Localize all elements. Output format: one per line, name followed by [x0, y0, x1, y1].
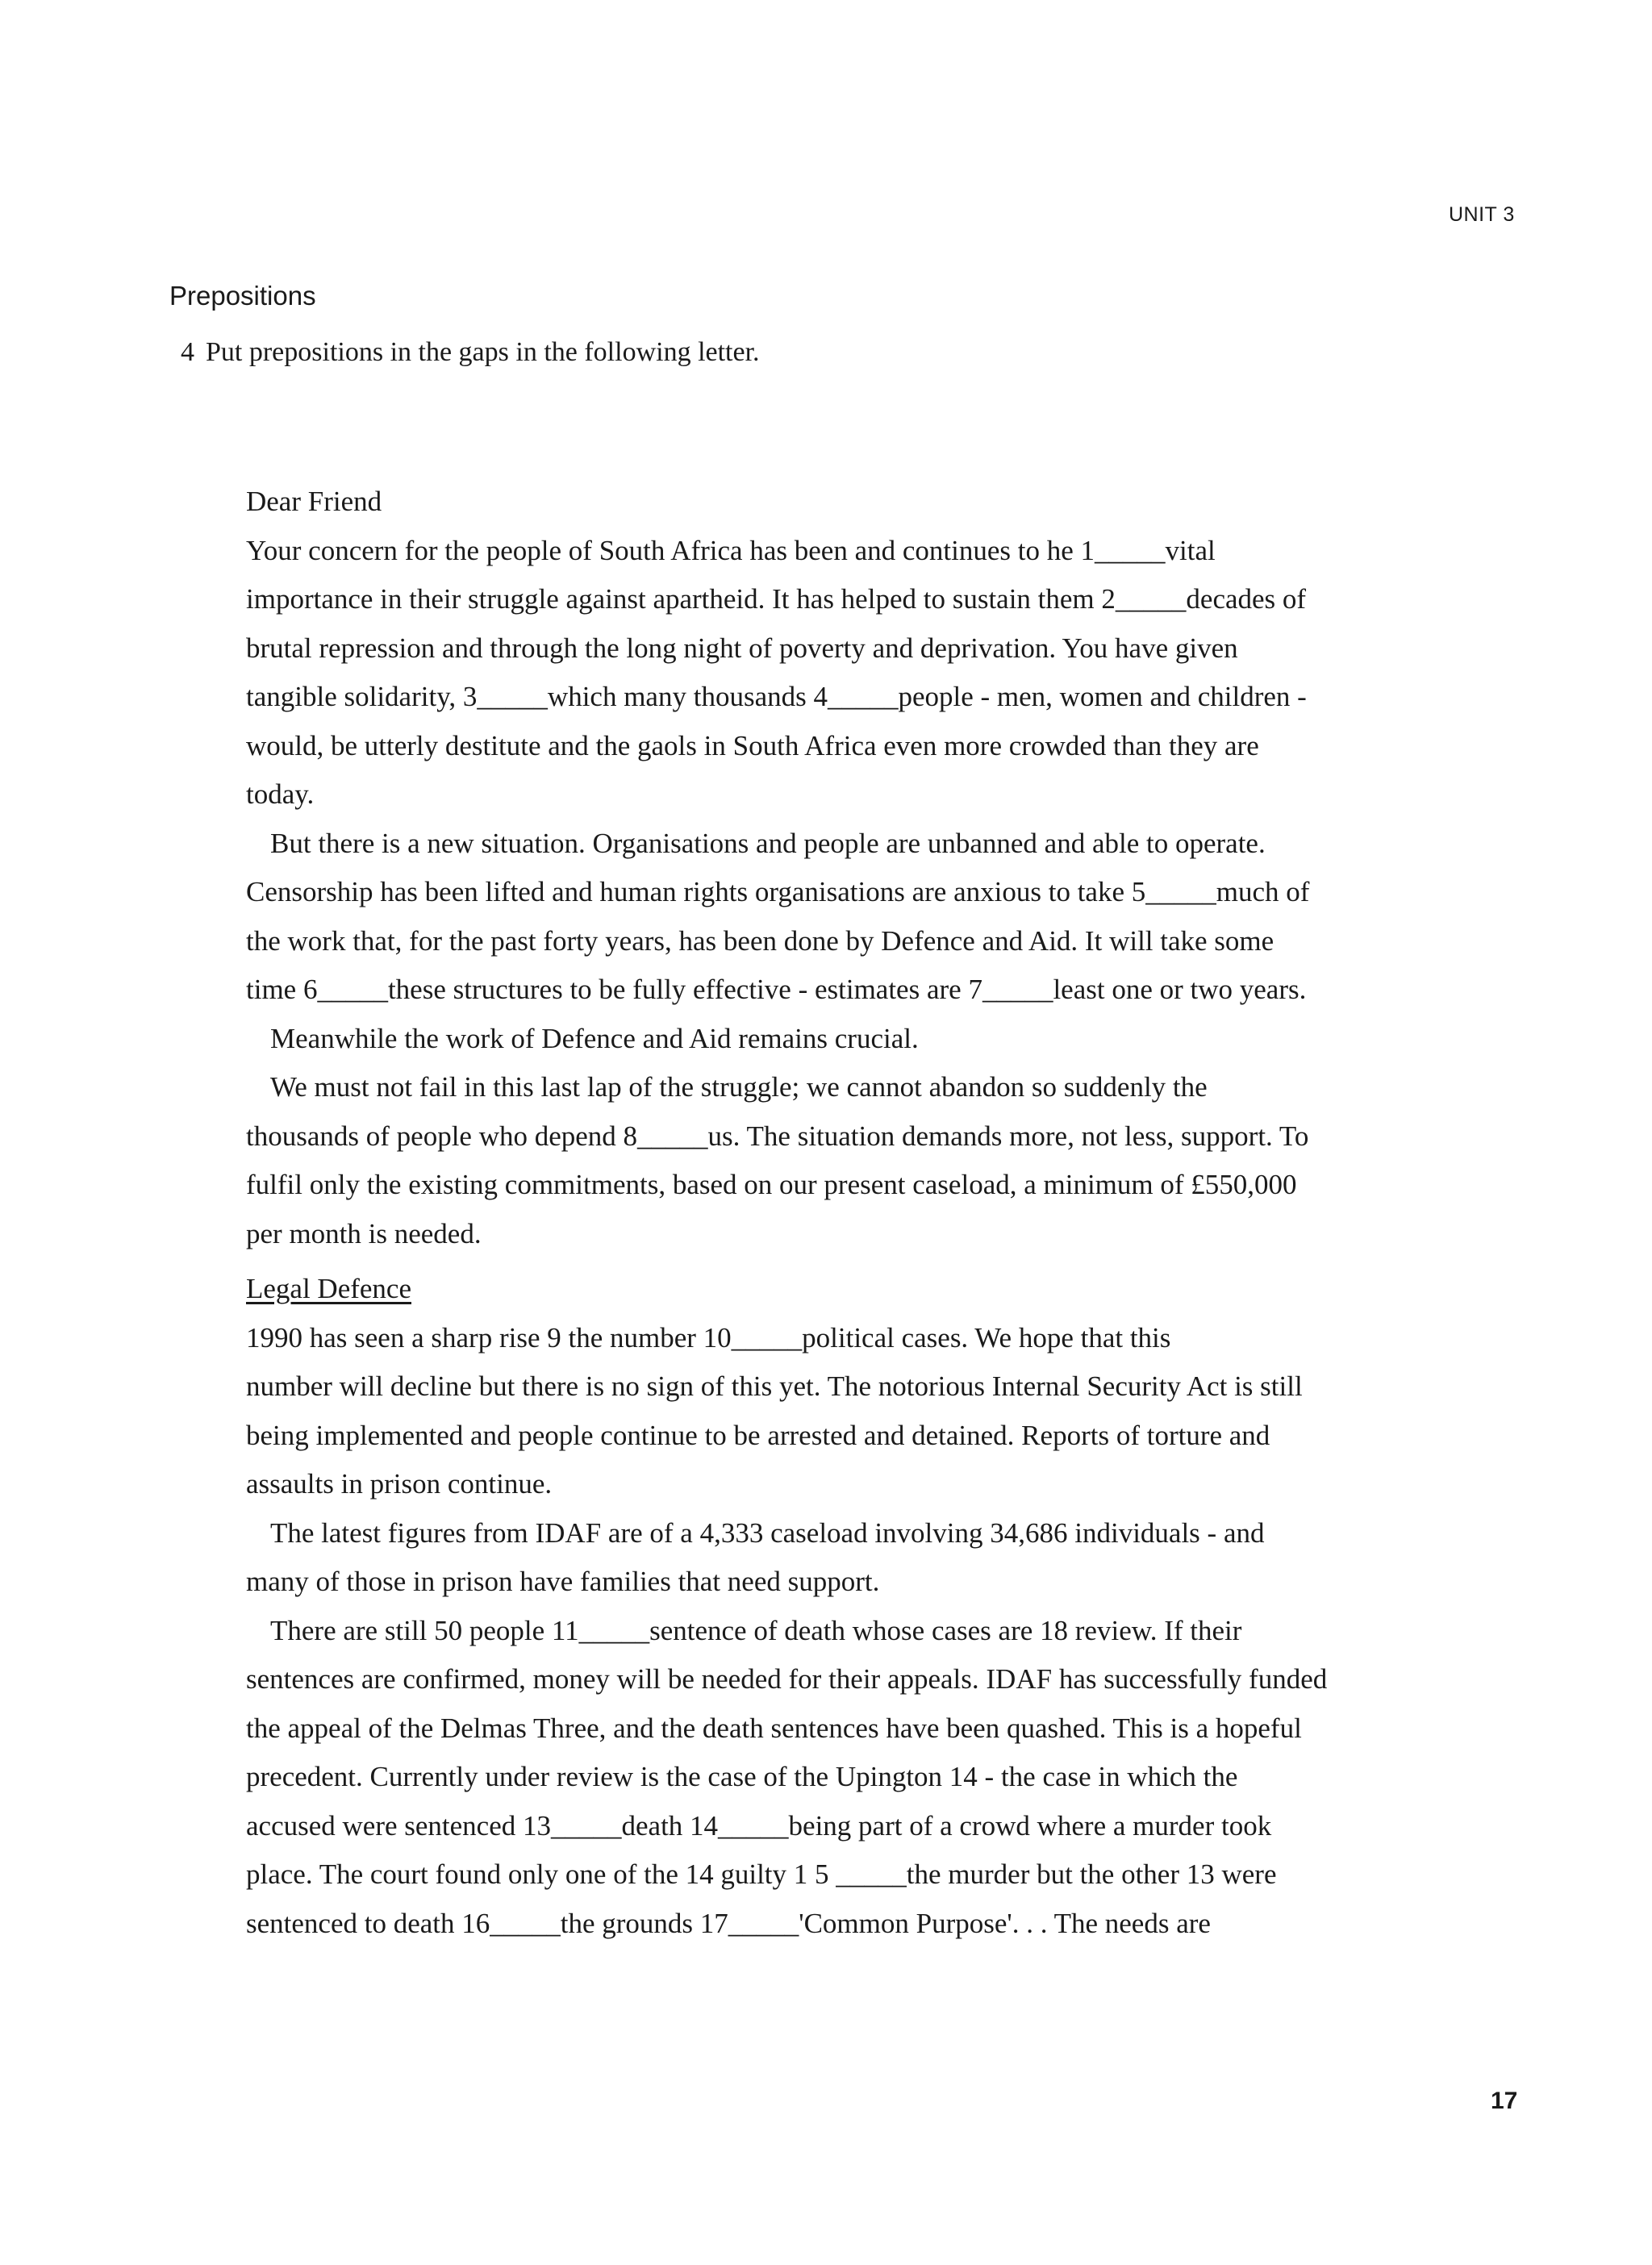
- letter-subheading-line: [246, 1265, 1456, 1314]
- letter-line: time 6_____these structures to be fully effective - estimates are 7_____least one or two years.: [246, 974, 1307, 1005]
- letter-line: There are still 50 people 11_____sentence of death whose cases are 18 review. If their: [270, 1614, 1242, 1646]
- exercise-instruction: [181, 337, 760, 368]
- letter-line: today.: [246, 778, 315, 810]
- letter-line: fulfil only the existing commitments, based on our present caseload, a minimum of £550,000: [246, 1169, 1297, 1200]
- legal-defence-subheading: Legal Defence: [246, 1273, 411, 1304]
- letter-line: tangible solidarity, 3_____which many thousands 4_____people - men, women and children -: [246, 681, 1307, 712]
- page-number: 17: [1491, 2088, 1518, 2114]
- letter-line: thousands of people who depend 8_____us. The situation demands more, not less, support. To: [246, 1120, 1309, 1152]
- letter-line: the appeal of the Delmas Three, and the death sentences have been quashed. This is a hopeful: [246, 1712, 1302, 1744]
- letter-line: place. The court found only one of the 14 guilty 1 5 _____the murder but the other 13 were: [246, 1858, 1277, 1890]
- letter-line: accused were sentenced 13_____death 14_____being part of a crowd where a murder took: [246, 1809, 1272, 1842]
- letter-line: sentences are confirmed, money will be needed for their appeals. IDAF has successfully funded: [246, 1663, 1328, 1695]
- letter-line: would, be utterly destitute and the gaols in South Africa even more crowded than they are: [246, 729, 1259, 761]
- letter-body: [246, 478, 1456, 1948]
- letter-line: The latest figures from IDAF are of a 4,333 caseload involving 34,686 individuals - and: [270, 1516, 1265, 1549]
- letter-salutation: Dear Friend: [246, 486, 382, 517]
- letter-line: importance in their struggle against apartheid. It has helped to sustain them 2_____decades of: [246, 583, 1307, 615]
- letter-line: We must not fail in this last lap of the struggle; we cannot abandon so suddenly the: [270, 1071, 1208, 1103]
- letter-line: Your concern for the people of South Africa has been and continues to he 1_____vital: [246, 534, 1216, 566]
- letter-line: But there is a new situation. Organisations and people are unbanned and able to operate.: [270, 827, 1266, 859]
- letter-line: 1990 has seen a sharp rise 9 the number 10_____political cases. We hope that this: [246, 1321, 1171, 1354]
- letter-line: brutal repression and through the long night of poverty and deprivation. You have given: [246, 632, 1238, 664]
- section-heading: Prepositions: [169, 281, 316, 311]
- letter-line: the work that, for the past forty years, has been done by Defence and Aid. It will take some: [246, 924, 1274, 957]
- exercise-instruction-text: Put prepositions in the gaps in the following letter.: [206, 337, 760, 367]
- letter-line: assaults in prison continue.: [246, 1468, 553, 1500]
- letter-line: Censorship has been lifted and human rights organisations are anxious to take 5_____much of: [246, 876, 1310, 907]
- letter-line: number will decline but there is no sign of this yet. The notorious Internal Security Act is still: [246, 1370, 1303, 1402]
- unit-header: UNIT 3: [1449, 203, 1515, 226]
- letter-line: Meanwhile the work of Defence and Aid remains crucial.: [270, 1022, 919, 1054]
- letter-line: being implemented and people continue to be arrested and detained. Reports of torture and: [246, 1419, 1270, 1451]
- exercise-number: 4: [181, 337, 194, 367]
- letter-line: many of those in prison have families that need support.: [246, 1566, 880, 1597]
- letter-line: sentenced to death 16_____the grounds 17_____'Common Purpose'. . . The needs are: [246, 1907, 1211, 1939]
- letter-line: per month is needed.: [246, 1217, 482, 1249]
- letter-line: precedent. Currently under review is the case of the Upington 14 - the case in which the: [246, 1761, 1238, 1792]
